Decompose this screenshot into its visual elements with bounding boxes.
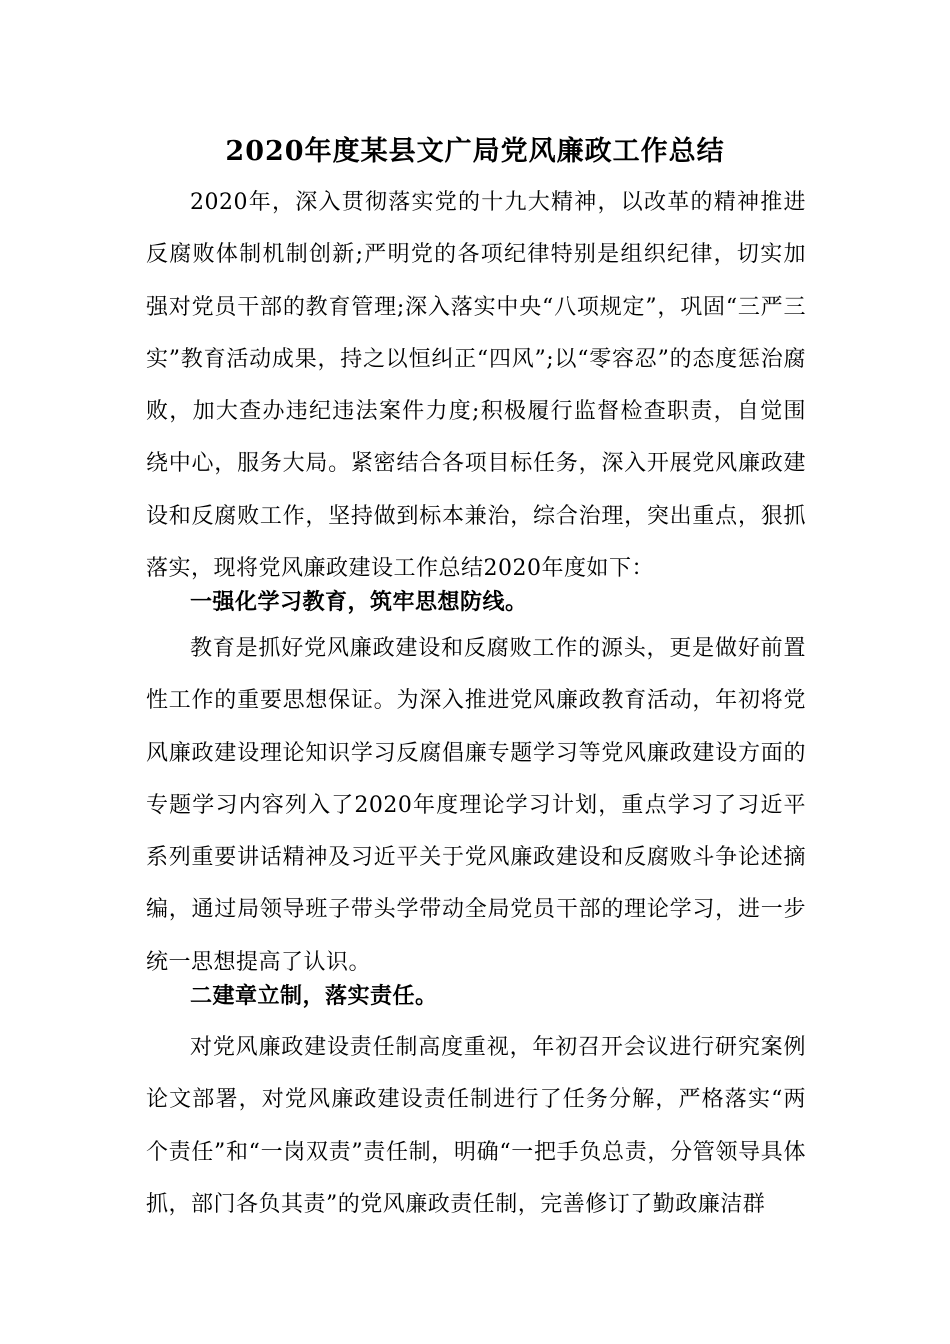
- section-heading-2-block: [146, 970, 806, 1022]
- paragraph-education-block: [146, 623, 806, 989]
- paragraph-responsibility-block: [146, 1022, 806, 1231]
- section-heading-2: 二建章立制，落实责任。: [190, 983, 438, 1009]
- section-heading-1-block: [146, 576, 806, 628]
- paragraph-intro: 2020年，深入贯彻落实党的十九大精神，以改革的精神推进反腐败体制机制创新;严明党的各项纪律特别是组织纪律，切实加强对党员干部的教育管理;深入落实中央“八项规定”，巩固“三严三实”教育活动成果，持之以恒纠正“四风”;以“零容忍”的态度惩治腐败，加大查办违纪违法案件力度;积极履行监督检查职责，自觉围绕中心，服务大局。紧密结合各项目标任务，深入开展党风廉政建设和反腐败工作，坚持做到标本兼治，综合治理，突出重点，狠抓落实，现将党风廉政建设工作总结2020年度如下：: [146, 190, 806, 582]
- paragraph-responsibility: 对党风廉政建设责任制高度重视，年初召开会议进行研究案例论文部署，对党风廉政建设责任制进行了任务分解，严格落实“两个责任”和“一岗双责”责任制，明确“一把手负总责，分管领导具体抓，部门各负其责”的党风廉政责任制，完善修订了勤政廉洁群: [146, 1035, 806, 1217]
- paragraph-intro-block: [146, 177, 806, 595]
- section-heading-1: 一强化学习教育，筑牢思想防线。: [190, 589, 528, 615]
- document-title: 2020年度某县文广局党风廉政工作总结: [225, 136, 725, 167]
- paragraph-education: 教育是抓好党风廉政建设和反腐败工作的源头，更是做好前置性工作的重要思想保证。为深入推进党风廉政教育活动，年初将党风廉政建设理论知识学习反腐倡廉专题学习等党风廉政建设方面的专题学习内容列入了2020年度理论学习计划，重点学习了习近平系列重要讲话精神及习近平关于党风廉政建设和反腐败斗争论述摘编，通过局领导班子带头学带动全局党员干部的理论学习，进一步统一思想提高了认识。: [146, 636, 806, 975]
